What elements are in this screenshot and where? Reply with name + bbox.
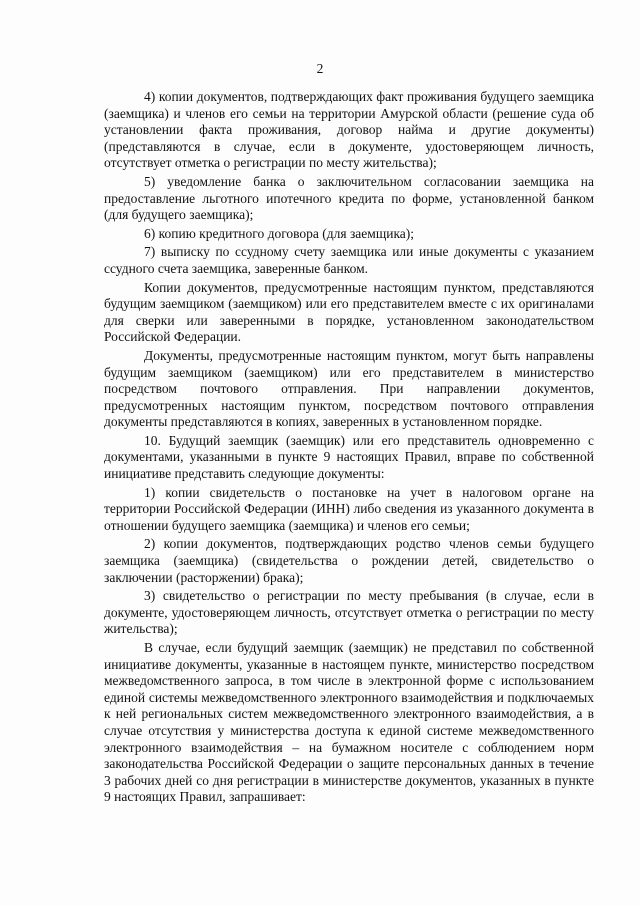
paragraph-10-item-3: 3) свидетельство о регистрации по месту пребывания (в случае, если в документе, удостоверяющем личность, отсутствует отметка о регистрации по месту жительства);: [104, 588, 594, 637]
paragraph-10-item-2: 2) копии документов, подтверждающих родство членов семьи будущего заемщика (заемщика) (свидетельства о рождении детей, свидетельство о заключении (расторжении) брака);: [104, 536, 594, 585]
document-body: [104, 89, 594, 808]
page-number: 2: [316, 61, 324, 76]
paragraph-10-item-1: 1) копии свидетельств о постановке на учет в налоговом органе на территории Российской Федерации (ИНН) либо сведения из указанного документа в отношении будущего заемщика (заемщика) и членов его семьи;: [104, 484, 594, 533]
paragraph-postal: Документы, предусмотренные настоящим пунктом, могут быть направлены будущим заемщиком (заемщиком) или его представителем в министерство посредством почтового отправления. При направлении документов, предусмотренных настоящим пунктом, посредством почтового отправления документы представляются в копиях, заверенных в установленном порядке.: [104, 347, 594, 430]
paragraph-interagency-request: В случае, если будущий заемщик (заемщик) не представил по собственной инициативе документы, указанные в настоящем пункте, министерство посредством межведомственного запроса, в том числе в электронной форме с использованием единой системы межведомственного электронного взаимодействия и подключаемых к ней региональных систем межведомственного электронного взаимодействия, а в случае отсутствия у министерства доступа к единой системе межведомственного электронного взаимодействия – на бумажном носителе с соблюдением норм законодательства Российской Федерации о защите персональных данных в течение 3 рабочих дней со дня регистрации в министерстве документов, указанных в пункте 9 настоящих Правил, запрашивает:: [104, 640, 594, 805]
paragraph-copies: Копии документов, предусмотренные настоящим пунктом, представляются будущим заемщиком (заемщиком) или его представителем вместе с их оригиналами для сверки или заверенными в порядке, установленном законодательством Российской Федерации.: [104, 279, 594, 345]
paragraph-section-10: 10. Будущий заемщик (заемщик) или его представитель одновременно с документами, указанными в пункте 9 настоящих Правил, вправе по собственной инициативе представить следующие документы:: [104, 432, 594, 482]
paragraph-item-4: 4) копии документов, подтверждающих факт проживания будущего заемщика (заемщика) и членов его семьи на территории Амурской области (решение суда об установлении факта проживания, договор найма и другие документы) (представляются в случае, если в документе, удостоверяющем личность, отсутствует отметка о регистрации по месту жительства);: [104, 89, 594, 171]
paragraph-item-7: 7) выписку по ссудному счету заемщика или иные документы с указанием ссудного счета заемщика, заверенные банком.: [104, 244, 594, 276]
paragraph-item-5: 5) уведомление банка о заключительном согласовании заемщика на предоставление льготного ипотечного кредита по форме, установленной банком (для будущего заемщика);: [104, 173, 594, 223]
paragraph-item-6: 6) копию кредитного договора (для заемщика);: [144, 225, 415, 241]
